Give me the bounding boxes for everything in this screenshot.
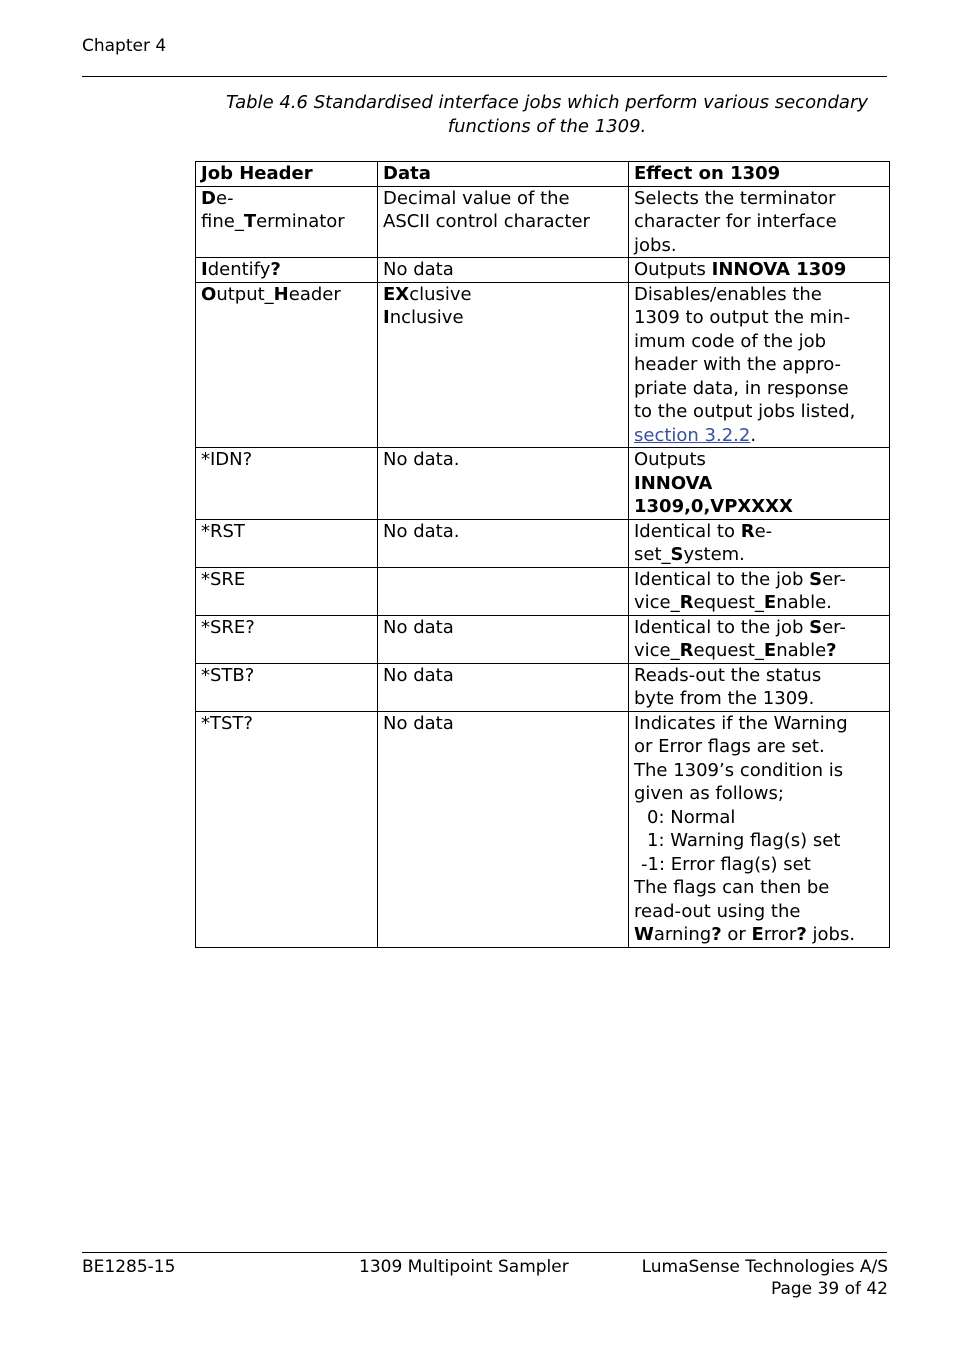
table-caption xyxy=(196,91,898,139)
caption-line-2: functions of the 1309. xyxy=(447,116,647,137)
footer-rule xyxy=(82,1252,887,1253)
job-cell: Identify? xyxy=(196,258,378,283)
footer-company-page xyxy=(642,1256,888,1300)
caption-line-1: Table 4.6 Standardised interface jobs which perform various secondary xyxy=(226,92,868,113)
data-cell: No data. xyxy=(378,519,629,567)
job-cell: *STB? xyxy=(196,663,378,711)
table-row xyxy=(196,186,890,258)
table-row xyxy=(196,448,890,520)
effect-cell: Identical to the job Ser- vice_Request_Enable. xyxy=(629,567,890,615)
effect-cell: Outputs INNOVA 1309 xyxy=(629,258,890,283)
data-cell: No data xyxy=(378,615,629,663)
effect-cell: Disables/enables the 1309 to output the min- imum code of the job header with the appro- priate data, in response to the output jobs listed, section 3.2.2. xyxy=(629,282,890,448)
data-cell: EXclusive Inclusive xyxy=(378,282,629,448)
data-cell xyxy=(378,567,629,615)
table-row xyxy=(196,711,890,947)
job-cell: *SRE? xyxy=(196,615,378,663)
effect-cell: Identical to Re- set_System. xyxy=(629,519,890,567)
effect-cell: Outputs INNOVA 1309,0,VPXXXX xyxy=(629,448,890,520)
chapter-heading: Chapter 4 xyxy=(82,36,167,56)
section-3-2-2-link[interactable]: section 3.2.2 xyxy=(634,424,751,446)
table-row xyxy=(196,519,890,567)
table-row xyxy=(196,258,890,283)
table-row xyxy=(196,615,890,663)
job-cell: Output_Header xyxy=(196,282,378,448)
header-rule xyxy=(82,76,887,77)
data-cell: No data xyxy=(378,711,629,947)
job-cell: *SRE xyxy=(196,567,378,615)
data-cell: Decimal value of the ASCII control character xyxy=(378,186,629,258)
effect-cell: Reads-out the status byte from the 1309. xyxy=(629,663,890,711)
data-cell: No data. xyxy=(378,448,629,520)
effect-cell: Selects the terminator character for interface jobs. xyxy=(629,186,890,258)
job-cell: *TST? xyxy=(196,711,378,947)
table-row xyxy=(196,663,890,711)
interface-jobs-table xyxy=(195,161,890,948)
effect-cell: Identical to the job Ser- vice_Request_Enable? xyxy=(629,615,890,663)
table-header-row xyxy=(196,162,890,187)
data-cell: No data xyxy=(378,258,629,283)
footer-company: LumaSense Technologies A/S xyxy=(641,1257,888,1277)
effect-cell: Indicates if the Warning or Error flags are set. The 1309’s condition is given as follows; 0: Normal 1: Warning flag(s) set -1: Error flag(s) set The flags can then be read-out using the Warning? or Error? jobs. xyxy=(629,711,890,947)
job-cell: De- fine_Terminator xyxy=(196,186,378,258)
footer-doc-id: BE1285-15 xyxy=(82,1257,176,1277)
footer-page-number: Page 39 of 42 xyxy=(770,1279,888,1299)
data-cell: No data xyxy=(378,663,629,711)
column-header-job: Job Header xyxy=(196,162,378,187)
job-cell: *IDN? xyxy=(196,448,378,520)
footer-product: 1309 Multipoint Sampler xyxy=(359,1257,569,1277)
column-header-effect: Effect on 1309 xyxy=(629,162,890,187)
job-cell: *RST xyxy=(196,519,378,567)
table-row xyxy=(196,282,890,448)
table-row xyxy=(196,567,890,615)
column-header-data: Data xyxy=(378,162,629,187)
